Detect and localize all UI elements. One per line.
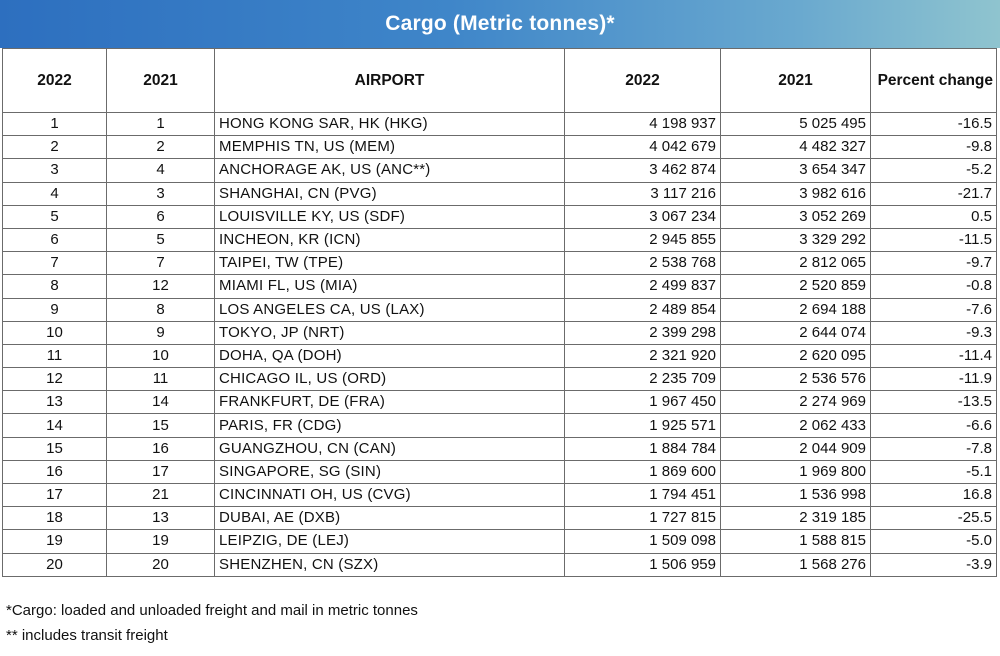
cell-cargo-2021: 3 329 292 bbox=[721, 228, 871, 251]
table-row bbox=[3, 298, 997, 321]
cell-cargo-2022: 1 967 450 bbox=[565, 391, 721, 414]
cell-percent-change: -5.1 bbox=[871, 460, 997, 483]
cell-percent-change: -25.5 bbox=[871, 507, 997, 530]
cell-cargo-2022: 2 321 920 bbox=[565, 344, 721, 367]
cell-cargo-2022: 2 399 298 bbox=[565, 321, 721, 344]
cell-rank-2022: 13 bbox=[3, 391, 107, 414]
cell-rank-2022: 5 bbox=[3, 205, 107, 228]
cell-airport: MIAMI FL, US (MIA) bbox=[215, 275, 565, 298]
cell-cargo-2021: 2 536 576 bbox=[721, 368, 871, 391]
cell-airport: CINCINNATI OH, US (CVG) bbox=[215, 484, 565, 507]
footnote-transit-freight: ** includes transit freight bbox=[6, 627, 168, 644]
table-row bbox=[3, 553, 997, 576]
cell-airport: LOUISVILLE KY, US (SDF) bbox=[215, 205, 565, 228]
cell-rank-2022: 17 bbox=[3, 484, 107, 507]
cell-airport: CHICAGO IL, US (ORD) bbox=[215, 368, 565, 391]
cell-rank-2021: 5 bbox=[107, 228, 215, 251]
cell-rank-2022: 14 bbox=[3, 414, 107, 437]
cell-percent-change: -7.6 bbox=[871, 298, 997, 321]
cell-rank-2021: 11 bbox=[107, 368, 215, 391]
cell-rank-2022: 8 bbox=[3, 275, 107, 298]
header-row bbox=[3, 49, 997, 113]
cell-cargo-2021: 3 654 347 bbox=[721, 159, 871, 182]
cell-rank-2022: 10 bbox=[3, 321, 107, 344]
cargo-table bbox=[2, 48, 997, 577]
cell-rank-2022: 18 bbox=[3, 507, 107, 530]
table-row bbox=[3, 530, 997, 553]
cell-cargo-2021: 1 536 998 bbox=[721, 484, 871, 507]
cell-cargo-2021: 1 568 276 bbox=[721, 553, 871, 576]
cell-rank-2022: 2 bbox=[3, 136, 107, 159]
cell-rank-2021: 3 bbox=[107, 182, 215, 205]
cell-cargo-2021: 2 694 188 bbox=[721, 298, 871, 321]
header-cargo-2021: 2021 bbox=[721, 49, 871, 113]
cell-percent-change: -11.5 bbox=[871, 228, 997, 251]
cell-rank-2022: 3 bbox=[3, 159, 107, 182]
cell-rank-2022: 7 bbox=[3, 252, 107, 275]
cell-rank-2021: 14 bbox=[107, 391, 215, 414]
table-title: Cargo (Metric tonnes)* bbox=[385, 12, 615, 35]
cell-cargo-2021: 2 520 859 bbox=[721, 275, 871, 298]
cell-cargo-2021: 3 982 616 bbox=[721, 182, 871, 205]
cell-cargo-2021: 2 644 074 bbox=[721, 321, 871, 344]
cell-cargo-2022: 3 462 874 bbox=[565, 159, 721, 182]
cell-airport: FRANKFURT, DE (FRA) bbox=[215, 391, 565, 414]
cell-percent-change: -16.5 bbox=[871, 113, 997, 136]
cell-rank-2021: 6 bbox=[107, 205, 215, 228]
cell-rank-2022: 9 bbox=[3, 298, 107, 321]
cell-rank-2021: 8 bbox=[107, 298, 215, 321]
cell-percent-change: -9.3 bbox=[871, 321, 997, 344]
cell-percent-change: -7.8 bbox=[871, 437, 997, 460]
cell-percent-change: -21.7 bbox=[871, 182, 997, 205]
header-airport: AIRPORT bbox=[215, 49, 565, 113]
cell-cargo-2022: 1 884 784 bbox=[565, 437, 721, 460]
footnotes bbox=[6, 598, 418, 648]
cell-airport: GUANGZHOU, CN (CAN) bbox=[215, 437, 565, 460]
cell-cargo-2022: 2 235 709 bbox=[565, 368, 721, 391]
cell-cargo-2021: 1 588 815 bbox=[721, 530, 871, 553]
cell-percent-change: -5.2 bbox=[871, 159, 997, 182]
header-percent-change: Percent change bbox=[871, 49, 997, 113]
cell-rank-2021: 21 bbox=[107, 484, 215, 507]
cell-cargo-2021: 2 812 065 bbox=[721, 252, 871, 275]
cell-percent-change: -6.6 bbox=[871, 414, 997, 437]
cell-cargo-2021: 5 025 495 bbox=[721, 113, 871, 136]
cell-rank-2021: 2 bbox=[107, 136, 215, 159]
table-row bbox=[3, 228, 997, 251]
cell-rank-2021: 4 bbox=[107, 159, 215, 182]
cell-rank-2022: 1 bbox=[3, 113, 107, 136]
cell-cargo-2022: 4 042 679 bbox=[565, 136, 721, 159]
cell-rank-2022: 6 bbox=[3, 228, 107, 251]
cell-rank-2021: 17 bbox=[107, 460, 215, 483]
cell-airport: SINGAPORE, SG (SIN) bbox=[215, 460, 565, 483]
cell-airport: DOHA, QA (DOH) bbox=[215, 344, 565, 367]
table-row bbox=[3, 391, 997, 414]
cell-rank-2021: 13 bbox=[107, 507, 215, 530]
cell-cargo-2022: 1 727 815 bbox=[565, 507, 721, 530]
cell-airport: INCHEON, KR (ICN) bbox=[215, 228, 565, 251]
cell-airport: TOKYO, JP (NRT) bbox=[215, 321, 565, 344]
cell-percent-change: -11.9 bbox=[871, 368, 997, 391]
cell-cargo-2022: 2 499 837 bbox=[565, 275, 721, 298]
cell-airport: PARIS, FR (CDG) bbox=[215, 414, 565, 437]
cell-cargo-2021: 1 969 800 bbox=[721, 460, 871, 483]
cell-cargo-2021: 2 044 909 bbox=[721, 437, 871, 460]
cell-cargo-2021: 4 482 327 bbox=[721, 136, 871, 159]
table-row bbox=[3, 368, 997, 391]
cell-cargo-2022: 1 794 451 bbox=[565, 484, 721, 507]
table-header bbox=[3, 49, 997, 113]
header-rank-2022: 2022 bbox=[3, 49, 107, 113]
cell-rank-2021: 16 bbox=[107, 437, 215, 460]
cell-cargo-2022: 4 198 937 bbox=[565, 113, 721, 136]
table-row bbox=[3, 460, 997, 483]
cell-airport: ANCHORAGE AK, US (ANC**) bbox=[215, 159, 565, 182]
table-row bbox=[3, 344, 997, 367]
cell-rank-2021: 10 bbox=[107, 344, 215, 367]
cell-percent-change: -0.8 bbox=[871, 275, 997, 298]
cell-cargo-2022: 2 945 855 bbox=[565, 228, 721, 251]
cell-rank-2022: 15 bbox=[3, 437, 107, 460]
cell-rank-2022: 12 bbox=[3, 368, 107, 391]
table-row bbox=[3, 182, 997, 205]
cell-rank-2021: 20 bbox=[107, 553, 215, 576]
cell-airport: LOS ANGELES CA, US (LAX) bbox=[215, 298, 565, 321]
header-cargo-2022: 2022 bbox=[565, 49, 721, 113]
cell-cargo-2022: 2 489 854 bbox=[565, 298, 721, 321]
footnote-cargo-definition: *Cargo: loaded and unloaded freight and mail in metric tonnes bbox=[6, 602, 418, 619]
cell-airport: DUBAI, AE (DXB) bbox=[215, 507, 565, 530]
title-bar bbox=[0, 0, 1000, 48]
cell-rank-2021: 7 bbox=[107, 252, 215, 275]
table-row bbox=[3, 159, 997, 182]
table-row bbox=[3, 507, 997, 530]
cell-cargo-2022: 2 538 768 bbox=[565, 252, 721, 275]
cell-cargo-2021: 2 620 095 bbox=[721, 344, 871, 367]
cell-percent-change: -5.0 bbox=[871, 530, 997, 553]
cell-rank-2022: 20 bbox=[3, 553, 107, 576]
table-row bbox=[3, 321, 997, 344]
table-row bbox=[3, 113, 997, 136]
cell-rank-2021: 19 bbox=[107, 530, 215, 553]
cell-rank-2022: 16 bbox=[3, 460, 107, 483]
cell-cargo-2022: 1 506 959 bbox=[565, 553, 721, 576]
cell-airport: SHANGHAI, CN (PVG) bbox=[215, 182, 565, 205]
cell-cargo-2021: 3 052 269 bbox=[721, 205, 871, 228]
cell-rank-2021: 9 bbox=[107, 321, 215, 344]
table-row bbox=[3, 484, 997, 507]
header-rank-2021: 2021 bbox=[107, 49, 215, 113]
cell-airport: HONG KONG SAR, HK (HKG) bbox=[215, 113, 565, 136]
table-body bbox=[3, 113, 997, 577]
cell-percent-change: -11.4 bbox=[871, 344, 997, 367]
cell-airport: MEMPHIS TN, US (MEM) bbox=[215, 136, 565, 159]
cell-percent-change: -13.5 bbox=[871, 391, 997, 414]
cell-percent-change: 16.8 bbox=[871, 484, 997, 507]
cell-rank-2022: 19 bbox=[3, 530, 107, 553]
cell-cargo-2021: 2 062 433 bbox=[721, 414, 871, 437]
cell-rank-2021: 1 bbox=[107, 113, 215, 136]
cell-percent-change: -3.9 bbox=[871, 553, 997, 576]
cell-rank-2022: 11 bbox=[3, 344, 107, 367]
cell-airport: TAIPEI, TW (TPE) bbox=[215, 252, 565, 275]
table-row bbox=[3, 275, 997, 298]
cell-cargo-2022: 3 117 216 bbox=[565, 182, 721, 205]
cell-cargo-2021: 2 274 969 bbox=[721, 391, 871, 414]
cell-percent-change: 0.5 bbox=[871, 205, 997, 228]
cell-airport: LEIPZIG, DE (LEJ) bbox=[215, 530, 565, 553]
cell-airport: SHENZHEN, CN (SZX) bbox=[215, 553, 565, 576]
cell-percent-change: -9.7 bbox=[871, 252, 997, 275]
cell-cargo-2022: 1 925 571 bbox=[565, 414, 721, 437]
table-row bbox=[3, 205, 997, 228]
table-row bbox=[3, 252, 997, 275]
cell-percent-change: -9.8 bbox=[871, 136, 997, 159]
cell-cargo-2022: 1 869 600 bbox=[565, 460, 721, 483]
cell-rank-2022: 4 bbox=[3, 182, 107, 205]
cell-rank-2021: 15 bbox=[107, 414, 215, 437]
cell-cargo-2021: 2 319 185 bbox=[721, 507, 871, 530]
cell-rank-2021: 12 bbox=[107, 275, 215, 298]
cell-cargo-2022: 3 067 234 bbox=[565, 205, 721, 228]
table-row bbox=[3, 136, 997, 159]
table-row bbox=[3, 414, 997, 437]
cell-cargo-2022: 1 509 098 bbox=[565, 530, 721, 553]
table-row bbox=[3, 437, 997, 460]
